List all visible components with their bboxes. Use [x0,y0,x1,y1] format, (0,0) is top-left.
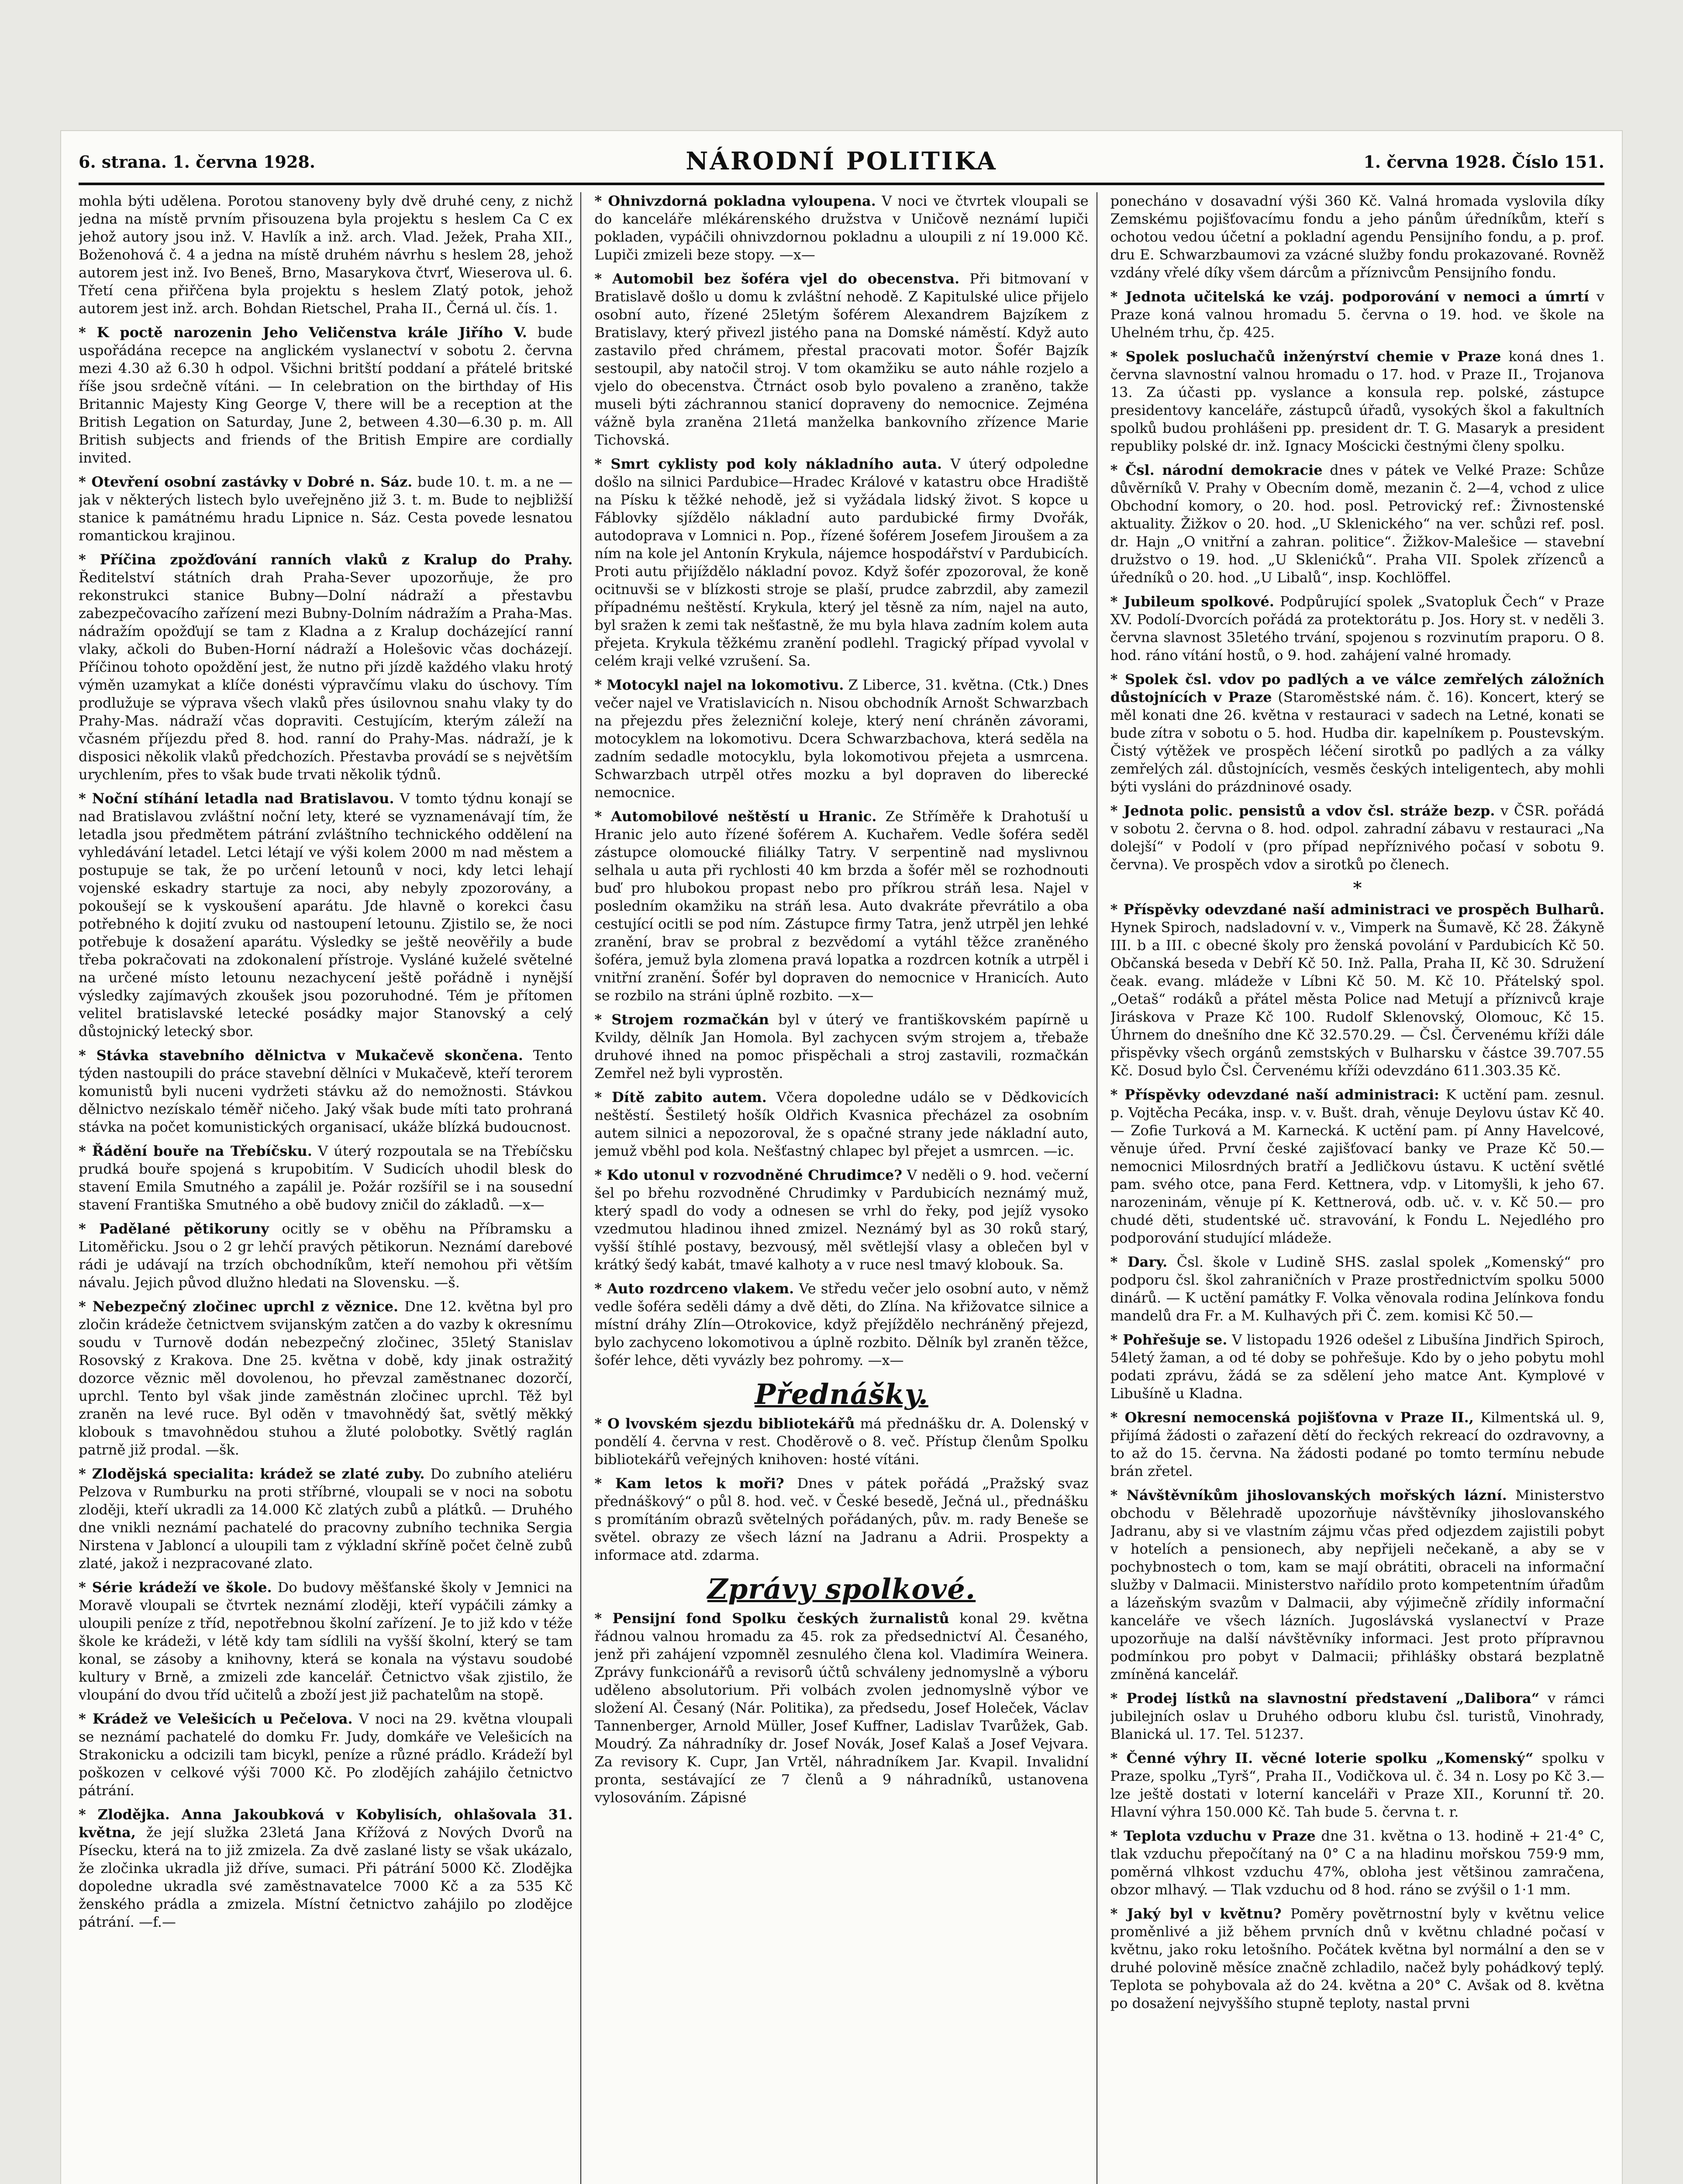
news-item-body: Ředitelství státních drah Praha-Sever upozorňuje, že pro rekonstrukci stanice Bubny—Dolní nádraží a přestavbu zabezpečovacího zařízení mezi Bubny-Dolním nádražím a Praha-Mas. nádražím opožďují se tam z Kladna a z Kralup docházející ranní vlaky, ačkoli do Buben-Horní nádraží a Holešovic včas docházejí. Příčinou tohoto opoždění jest, že nutno při jízdě každého vlaku hrotý výměn uzamykat a klíče donésti výpravčímu vlaku do úschovy. Tím prodlužuje se výprava všech vlaků přes úsilovnou snahu vlaky ty do Prahy-Mas. nádraží včas dopraviti. Cestujícím, kterým záleží na včasném příjezdu před 8. hod. ranní do Prahy-Mas. nádraží, je k disposici několik vlaků předchozích. Přestavba provádí se s největším urychlením, přes to však bude trvati několik týdnů. [79,569,573,783]
news-item-body: V neděli o 9. hod. večerní šel po břehu rozvodněné Chrudimky v Pardubicích neznámý muž, který spadl do vody a odnesen se vrhl do řeky, pod jejíž vysoko vzedmutou hladinou ihned zmizel. Neznámý byl as 30 roků starý, vyšší štíhlé postavy, bezvousý, měl světlejší vlasy a oblečen byl v krátký šedý kabát, tmavé kalhoty a v ruce nesl tmavý klobouk. Sa. [594,1167,1089,1273]
news-item-lead: * Spolek čsl. vdov po padlých a ve válce zemřelých záložních důstojnících v Praze [1110,671,1604,705]
news-item-body: bude 10. t. m. a ne — jak v některých listech bylo uveřejněno již 3. t. m. Bude to nejbližší stanice k památnému hradu Lipnice n. Sáz. Cesta povede lesnatou romantickou krajinou. [79,473,573,544]
news-item-lead: * Strojem rozmačkán [594,1011,769,1028]
news-item-lead: * Otevření osobní zastávky v Dobré n. Sáz. [79,473,413,490]
news-item-body: K uctění pam. zesnul. p. Vojtěcha Pecáka, insp. v. v. Bušt. drah, věnuje Deylovu ústav Kč 40.— Zofie Turková a M. Karnecká. K uctění pam. pí Anny Havelcové, věnuje úřed. První české zajišťovací banky ve Praze Kč 50.— nemocnici Milosrdných bratří a Jedličkovu ústavu. K uctění světlé pam. svého otce, pana Ferd. Kettnera, vdp. v Litomyšli, k jeho 67. narozeninám, věnuje pí K. Kettnerová, odb. uč. v. v. Kč 50.— pro chudé děti, studentské uč. stravování, k Fondu L. Nejedlého pro podporování studující mládeže. [1110,1086,1604,1246]
news-item-body: ocitly se v oběhu na Příbramsku a Litoměřicku. Jsou o 2 gr lehčí pravých pětikorun. Neznámí darebové rádi je udávají na trzích obchodníkům, kteří nemohou při větším návalu. Jejich původ dlužno hledati na Slovensku. —š. [79,1220,573,1291]
column-3 [1111,192,1604,2184]
news-item-body: Dne 12. května byl pro zločin krádeže četnictvem svijanským zatčen a do vazby k okresnímu soudu v Turnově dodán nebezpečný zločinec, 35letý Stanislav Rosovský z Krakova. Dne 25. května v době, kdy jinak ostražitý dozorce věznic měl dovolenou, ho převzal zaměstnanec dozorčí, uprchl. Tento byl však jinde zaměstnán zločinec uprchl. Těž byl zraněn na levé ruce. Byl oděn v tmavohnědý šat, světlý měkký klobouk s tmavohnědou stuhou a žluté polobotky. Světlý raglán patrně již prodal. —šk. [79,1298,573,1458]
news-item [79,1710,572,1800]
news-item [1111,192,1604,282]
news-item [1111,1086,1604,1247]
news-item [1111,1905,1604,2012]
page-date-left: 6. strana. 1. června 1928. [79,152,315,172]
news-item-body: že její služka 23letá Jana Křížová z Nových Dvorů na Písecku, která na to již zmizela. Za dvě zaslané listy se však ukázalo, že zločinka ukradla již dříve, sumaci. Při pátrání 5000 Kč. Zlodějka dopoledne ukradla své zaměstnavatelce 7000 Kč a za 535 Kč ženského prádla a zmizela. Místní četnictvo zahájilo po zlodějce pátrání. —f.— [79,1824,573,1930]
news-item-body: Tento týden nastoupili do práce stavební dělníci v Mukačevě, kteří terorem komunistů byli nuceni vydržeti stávku až do nemožnosti. Stávkou dělnictvo nezískalo téměř ničeho. Jaký však bude míti tato prohraná stávka na počet komunistických organisací, ukáže blízká budoucnost. [79,1047,573,1135]
news-item-lead: * Padělané pětikoruny [79,1220,269,1237]
news-item-lead: * K poctě narozenin Jeho Veličenstva krále Jiřího V. [79,324,527,341]
news-item-body: Poměry povětrnostní byly v květnu velice proměnlivé a již během prvních dnů v květnu chladné počasí v květnu, jako roku letošního. Počátek května byl normální a den se v druhé polovině měsíce značně zchladilo, načež byly pohádkový teplý. Teplota se pohybovala až do 24. května a 20° C. Avšak od 8. května po dosažení nejvyššího stupně teploty, nastal prvni [1110,1905,1604,2011]
news-item-lead: * Automobilové neštěstí u Hranic. [594,808,877,825]
news-item [594,1011,1088,1082]
news-item [594,270,1088,449]
news-item [1111,901,1604,1080]
news-item-lead: * Smrt cyklisty pod koly nákladního auta. [594,456,942,472]
news-item-lead: * Okresní nemocenská pojišťovna v Praze II., [1110,1409,1474,1426]
news-item [594,192,1088,264]
issue-number-right: 1. června 1928. Číslo 151. [1363,152,1604,172]
news-item-body: konal 29. května řádnou valnou hromadu za 45. rok za předsednictví Al. Česaného, jenž při zahájení vzpomněl zesnulého člena kol. Vladimíra Weinera. Zprávy funkcionářů a revisorů účtů schváleny jednomyslně a výboru uděleno absolutorium. Při volbách zvolen jednomyslně výbor ve složení Al. Česaný (Nár. Politika), za předsedu, Josef Holeček, Václav Tannenberger, Arnold Müller, Josef Kuffner, Ladislav Tvarůžek, Gab. Moudrý. Za náhradníky dr. Josef Novák, Josef Kalaš a Josef Vejvara. Za revisory K. Cupr, Jan Vrtěl, náhradníkem Jar. Kvapil. Invalidní pronta, sestávající ze 7 členů a 9 náhradníků, ustanovena vylosováním. Zápisné [594,1610,1089,1806]
news-item-body: V úterý odpoledne došlo na silnici Pardubice—Hradec Králové v katastru obce Hradiště na Písku k těžké nehodě, jež si vyžádala lidský život. S kopce u Fáblovky sjíždělo nákladní auto pardubické firmy Dvořák, autodoprava v Lomnici n. Pop., řízené šoférem Josefem Jiroušem a za ním na kole jel Antonín Krykula, nájemce hospodářství v Pardubicích. Proti autu přijíždělo nákladní povoz. Když šofér zpozoroval, že koně ocitnuvši se v blízkosti stroje se plaší, prudce zabrzdil, aby zamezil případnému neštěstí. Krykula, který jel těsně za ním, najel na auto, byl sražen k zemi tak nešťastně, že mu byla hlava zadním kolem auta přejeta. Krykula těžkému zranění podlehl. Tragický případ vyvolal v celém kraji velké vzrušení. Sa. [594,456,1089,669]
news-item [594,808,1088,1005]
news-item [1111,1749,1604,1821]
news-item-body: bude uspořádána recepce na anglickém vyslanectví v sobotu 2. června mezi 4.30 až 6.30 h odpol. Všichni britští poddaní a přátelé britské říše jsou srdečně vítáni. — In celebration on the birthday of His Britannic Majesty King George V, there will be a reception at the British Legation on Saturday, June 2, between 4.30—6.30 p. m. All British subjects and friends of the British Empire are cordially invited. [79,324,573,466]
news-item-lead: * Jednota učitelská ke vzáj. podporování v nemoci a úmrtí [1110,288,1589,305]
news-item-body: V úterý rozpoutala se na Třebíčsku prudká bouře spojená s krupobitím. V Sudicích uhodil blesk do stavení Emila Smutného a zapálil je. Požár rozšířil se i na sousední stavení Františka Smutného a obě budovy zničil do základů. —x— [79,1143,573,1213]
news-item-body: dnes v pátek ve Velké Praze: Schůze důvěrníků V. Prahy v Obecním domě, mezanin č. 2—4, vchod z ulice Obchodní komory, o 20. hod. posl. Petrovický ref.: Živnostenské aktuality. Žižkov o 20. hod. „U Sklenického“ na ver. schůzi ref. posl. dr. Hajn „O vnitřní a zahran. politice“. Žižkov-Malešice — stavební družstvo o 19. hod. „U Sklenićků“. Praha VII. Spolek zřízenců a úředníků o 20. hod. „U Libalů“, insp. Kochlöffel. [1110,462,1604,586]
news-item [1111,1409,1604,1480]
news-item-lead: * Kdo utonul v rozvodněné Chrudimce? [594,1167,903,1183]
news-item-body: Z Liberce, 31. května. (Ctk.) Dnes večer najel ve Vratislavicích n. Nisou obchodník Arnošt Schwarzbach na přejezdu přes železniční koleje, který není chráněn závorami, motocyklem na lokomotivu. Dcera Schwarzbachova, která seděla na zadním sedadle motocyklu, byla lokomotivou přejeta a usmrcena. Schwarzbach utrpěl otřes mozku a byl dopraven do liberecké nemocnice. [594,677,1089,801]
news-item-body: dne 31. května o 13. hodině + 21·4° C, tlak vzduchu přepočítaný na 0° C a na hladinu mořskou 759·9 mm, poměrná vlhkost vzduchu 47%, obloha jest většinou zamračena, obzor mlhavý. — Tlak vzduchu od 8 hod. ráno se zvýšil o 1·1 mm. [1110,1828,1604,1898]
news-item [79,1806,572,1931]
news-item-body: má přednášku dr. A. Dolenský v pondělí 4. června v rest. Choděrově o 8. več. Přístup členům Spolku bibliotekářů veřejných knihoven: hosté vítáni. [594,1415,1089,1468]
news-item-lead: * Dary. [1110,1254,1168,1270]
news-item [594,1089,1088,1160]
news-item [594,455,1088,670]
news-item-body: v rámci jubilejních oslav u Druhého odboru klubu čsl. turistů, Vinohrady, Blanická ul. 17. Tel. 51237. [1110,1690,1604,1742]
column-1 [79,192,581,2184]
news-item-lead: * Série krádeží ve škole. [79,1579,272,1596]
news-item-lead: * Jubileum spolkové. [1110,593,1274,610]
news-item [79,473,572,545]
news-item-lead: * Spolek posluchačů inženýrství chemie v Praze [1110,348,1501,365]
section-heading: Zprávy spolkové. [707,1573,976,1606]
news-item [1111,1827,1604,1899]
news-item-body: V noci na 29. května vloupali se neznámí pachatelé do domku Fr. Judy, domkáře ve Velešicích na Strakonicku a odcizili tam bicykl, peníze a různé prádlo. Krádeží byl poškozen v celkové výši 7000 Kč. Po zlodějích zahájilo četnictvo pátrání. [79,1711,573,1799]
news-item-lead: * Jaký byl v květnu? [1110,1905,1282,1922]
news-item-body: byl v úterý ve františkovském papírně u Kvildy, dělník Jan Homola. Byl zachycen svým strojem a, třebaže druhové ihned na pomoc přispěchali a stroj zastavili, rozmačkán Zemřel než byli vyprostěn. [594,1011,1089,1082]
news-item-lead: * Nebezpečný zločinec uprchl z věznice. [79,1298,399,1315]
news-item [1111,1690,1604,1743]
news-item-body: Ministerstvo obchodu v Bělehradě upozorňuje návštěvníky jihoslovanského Jadranu, aby si ve vlastním zájmu včas před odjezdem zajistili pobyt v hotelích a pensionech, aby nepřijeli nečekaně, a aby se v pochybnostech o tom, kam se mají obrátiti, obraceli na informační služby v Dalmacii. Ministerstvo nařídilo proto kompetentním úřadům a lázeňským svazům v Dalmacii, aby výjimečně zřídily informační kanceláře ve všech lázních. Jugoslávská vyslanectví v Praze upozorňuje na další návštěvníky informaci. Jest proto přípravnou podmínkou pro pobyt v Dalmacii; přihlášky obstará bezplatně zmíněná kancelář. [1110,1487,1604,1683]
news-item-lead: * Zlodějská specialita: krádež se zlaté zuby. [79,1465,425,1482]
news-item-lead: * Pensijní fond Spolku českých žurnalistů [594,1610,949,1627]
news-item-body: Ze Stříměře k Drahotuší u Hranic jelo auto řízené šoférem A. Kuchařem. Vedle šoféra seděl zástupce olomoucké filiálky Tatry. V serpentině nad myslivnou selhala u auta při rychlosti 40 km brzda a šofér měl se rozhodnouti buď pro hlubokou propast nebo pro příkrou stráň lesa. Najel v posledním okamžiku na stráň lesa. Auto dvakráte převrátilo a oba cestující ocitli se pod ním. Zástupce firmy Tatra, jenž utrpěl jen lehké zranění, brav se probral z bezvědomí a vytáhl těžce zraněného šoféra, jemuž byla zlomena pravá lopatka a rozdrcen kotník a utrpěl i vnitřní zranění. Šofér byl dopraven do nemocnice v Hranicích. Auto se rozbilo na stráni úplně rozbito. —x— [594,808,1089,1004]
news-item-body: (Staroměstské nám. č. 16). Koncert, který se měl konati dne 26. května v restauraci v sadech na Letné, konati se bude zítra v sobotu o 5. hod. Hudba dir. kapelníkem p. Poustevským. Čistý výtěžek ve prospěch léčení sirotků po padlých a za války zemřelých zál. důstojnících, vesměs českých inteligentech, aby mohli býti vysláni do prázdninové osady. [1110,689,1604,795]
news-item-body: V listopadu 1926 odešel z Libušína Jindřich Spiroch, 54letý žaman, a od té doby se pohřešuje. Kdo by o jeho pobytu mohl podati zprávu, žádá se za sdělení jeho matce Ant. Kymplové v Libušíně u Kladna. [1110,1331,1604,1402]
news-item-lead: * Čsl. národní demokracie [1110,462,1323,478]
news-item-body: Do zubního ateliéru Pelzova v Rumburku na proti stříbrné, vloupali se v noci na sobotu zloději, kteří ukradli za 14.000 Kč zlatých zubů a plátků. — Druhého dne vnikli neznámí pachatelé do pracovny zubního technika Sergia Nirstena v Jabloncí a uloupili tam z výkladní skříně počet čelně zubů zlaté, jakož i nezpracované zlato. [79,1465,573,1572]
news-item-lead: * O lvovském sjezdu bibliotekářů [594,1415,855,1432]
news-item [1111,288,1604,342]
news-item [1111,1253,1604,1325]
news-item-lead: * Prodej lístků na slavnostní představení „Dalibora“ [1110,1690,1540,1707]
news-item-body: Včera dopoledne událo se v Dědkovicích neštěstí. Šestiletý hošík Oldřich Kvasnica přecházel za osobním autem silnici a nepozoroval, že s opačné strany jede nákladní auto, jemuž vběhl pod kola. Nešťastný chlapec byl přejet a usmrcen. —ic. [594,1089,1089,1159]
news-item-lead: * Ohnivzdorná pokladna vyloupena. [594,193,876,209]
news-item-lead: * Jednota polic. pensistů a vdov čsl. stráže bezp. [1110,802,1495,819]
news-item [1111,593,1604,664]
article-columns [79,192,1604,2184]
news-item-body: Do budovy měšťanské školy v Jemnici na Moravě vloupali se čtvrtek neznámí zloději, kteří vypáčili zámky a uloupili peníze z tříd, nepotřebnou školní zařízení. Je to již kdo v téže škole ke krádeži, v létě kdy tam sídlili na vyšší školní, který se tam konal, se zásoby a knihovny, která se konala na výstavu soudobé kultury v Brně, a zmizeli zde kancelář. Četnictvo však zjistilo, že vloupání do dvou tříd učitelů a zboží jest již pachatelům na stopě. [79,1579,573,1703]
masthead [79,144,1604,179]
news-item-lead: * Řádění bouře na Třebíčsku. [79,1143,312,1159]
news-item-lead: * Čenné výhry II. věcné loterie spolku „Komenský“ [1110,1750,1534,1766]
news-item-body: V tomto týdnu konají se nad Bratislavou zvláštní noční lety, které se vyznamenávají tím, že letadla jsou předmětem pátrání zvláštního technického oddělení na vyhledávání letadel. Letci létají ve výši kolem 2000 m nad městem a postupuje se tak, že po určení letounů v noci, kdy letci lehají vojenské eskadry startuje za noci, aby nebyly zpozorovány, a pokoušejí se k vyskoušení aparátu. Jde hlavně o korekci času potřebného k dojití zvuku od nastoupení letounu. Zjistilo se, že noci potřebuje k dosažení aparátu. Výsledky se ještě neověřily a bude třeba pokračovati na zdokonalení přístroje. Vysláné kuželé světelné na určené místo letounu nezachycení ještě pořádně i nynější výsledky zajímavých zkoušek jsou pozoruhodné. Tém je přítomen velitel bratislavské letecké posádky major Stanovský a celý důstojnický letecký sbor. [79,790,573,1040]
news-item-body: Při bitmovaní v Bratislavě došlo u domu k zvláštní nehodě. Z Kapitulské ulice přijelo osobní auto, řízené 25letým šoférem Alexandrem Bajzíkem z Bratislavy, který přivezl jistého pana na Domské náměstí. Když auto zastavilo před chrámem, přestal pracovati motor. Šofér Bajzík sestoupil, aby natočil stroj. V tom okamžiku se auto náhle rozjelo a vjelo do obecenstva. Čtrnáct osob bylo povaleno a zraněno, takže museli býti záchrannou stanicí dopraveny do nemocnice. Zejména vážně byla zraněna 21letá manželka bankovního zřízence Marie Tichovská. [594,270,1089,448]
news-item [594,1475,1088,1564]
news-item-lead: * Teplota vzduchu v Praze [1110,1828,1316,1844]
news-item-body: koná dnes 1. června slavnostní valnou hromadu o 17. hod. v Praze II., Trojanova 13. Za účasti pp. vyslance a konsula rep. polské, zástupce presidentovy kanceláře, zástupců úřadů, vysokých škol a fakultních spolků budou prohlášeni pp. president dr. T. G. Masaryk a president republiky polské dr. inž. Ignacy Mościcki čestnými členy spolku. [1110,348,1604,454]
news-item-body: Hynek Spiroch, nadsladovní v. v., Vimperk na Šumavě, Kč 28. Žákyně III. b a III. c obecné školy pro ženská povolání v Pardubicích Kč 50. Občanská beseda v Debří Kč 50. Inž. Palla, Praha II, Kč 30. Sdružení čeak. evang. mládeže v Líbni Kč 50. M. Kč 10. Přátelský spol. „Oetaš“ rodáků a přátel města Police nad Metují a příznivců kraje Jiráskova v Praze Kč 100. Rudolf Sklenovský, Olomouc, Kč 15. Úhrnem do dnešního dne Kč 32.570.29. — Čsl. Červenému kříži dále přispěvky všech orgánů zemstských v Bulharsku v částce 39.707.55 Kč. Dosud bylo Čsl. Červenému kříži odevzdáno 611.303.35 Kč. [1110,919,1604,1079]
news-item-body: V noci ve čtvrtek vloupali se do kanceláře mlékárenského družstva v Uničově neznámí lupiči pokladen, vypáčili ohnivzdornou pokladnu a uloupili z ní 19.000 Kč. Lupiči zmizeli beze stopy. —x— [594,193,1089,263]
news-item-body: Dnes v pátek pořádá „Pražský svaz přednáškový“ o půl 8. hod. več. v České besedě, Ječná ul., přednášku s promítáním obrazů světelných pořádaných, pův. m. rady Beneše se světel. obrazy ze všech lázní na Jadranu a Adrii. Prospekty a informace atd. zdarma. [594,1475,1089,1563]
news-item [79,1142,572,1214]
news-item-body: Podpůrující spolek „Svatopluk Čech“ v Praze XV. Podolí-Dvorcích pořádá za protektorátu p. Jos. Hory st. v neděli 3. června slavnost 35letého trvání, spojenou s rozvinutím praporu. O 8. hod. ráno vítání hostů, o 9. hod. zahájení valné hromady. [1110,593,1604,663]
news-item [594,1415,1088,1469]
column-2 [594,192,1097,2184]
news-item-lead: * Zlodějka. Anna Jakoubková v Kobylisích, ohlašovala 31. května, [79,1806,573,1841]
news-item [79,324,572,467]
news-item [79,192,572,318]
news-item-lead: * Pohřešuje se. [1110,1331,1228,1348]
news-item-lead: * Stávka stavebního dělnictva v Mukačevě skončena. [79,1047,523,1064]
section-heading: Přednášky. [755,1378,928,1411]
news-item [79,1579,572,1704]
news-item-body: Kilmentská ul. 9, přijímá žádosti o zařazení dětí do řeckých rekreací do ozdravovny, a to až do 15. června. Na žádosti podané po tomto termínu nebude brán zřetel. [1110,1409,1604,1479]
news-item-body: mohla býti udělena. Porotou stanoveny byly dvě druhé ceny, z nichž jedna na místě prvním přisouzena byla projektu s heslem Ca C ex jehož autory jsou inž. V. Havlík a inž. arch. Vlad. Ježek, Praha XII., Boženohová č. 4 a jedna na místě druhém návrhu s heslem 28, jehož autorem jest inž. Ivo Beneš, Brno, Masarykova čtvrť, Wieserova ul. 6. Třetí cena přiřčena byla projektu s heslem Zlatý potok, jehož autorem jest inž. arch. Bohdan Rietschel, Praha II., Černá ul. čís. 1. [79,193,573,317]
news-item [1111,802,1604,874]
news-item-body: spolku v Praze, spolku „Tyrš“, Praha II., Vodičkova ul. č. 34 n. Losy po Kč 3.— lze ještě dostati v loterní kanceláři v Praze XII., Korunní tř. 20. Hlavní výhra 150.000 Kč. Tah bude 5. června t. r. [1110,1750,1604,1820]
news-item-lead: * Příspěvky odevzdané naší administraci: [1110,1086,1439,1103]
news-item-lead: * Auto rozdrceno vlakem. [594,1280,794,1297]
news-item-lead: * Kam letos k moři? [594,1475,784,1492]
section-separator: * [1353,878,1362,898]
news-item [79,551,572,784]
news-item-body: v Praze koná valnou hromadu 5. června o 19. hod. ve škole na Uhelném trhu, čp. 425. [1110,288,1604,341]
news-item [594,1280,1088,1369]
newspaper-page [61,131,1622,2184]
news-item-lead: * Příspěvky odevzdané naší administraci ve prospěch Bulharů. [1110,901,1604,918]
news-item-body: ponecháno v dosavadní výši 360 Kč. Valná hromada vyslovila díky Zemskému pojišťovacímu fondu a jeho pánům úředníkům, kteří s ochotou vedou účetní a pokladní agendu Pensijního fondu, a p. prof. dru E. Schwarzbaumovi za vzácné služby fondu prokazované. Rovněž vzdány vřelé díky všem dárcům a příznivcům Pensijního fondu. [1110,193,1604,281]
news-item-lead: * Motocykl najel na lokomotivu. [594,677,844,693]
masthead-rule [79,183,1604,185]
news-item [1111,1331,1604,1403]
news-item-lead: * Návštěvníkům jihoslovanských mořských lázní. [1110,1487,1507,1503]
news-item-lead: * Příčina zpožďování ranních vlaků z Kralup do Prahy. [79,551,573,568]
news-item-lead: * Automobil bez šoféra vjel do obecenstva. [594,270,960,287]
news-item [79,790,572,1040]
news-item [79,1298,572,1459]
news-item [1111,1486,1604,1683]
news-item-lead: * Dítě zabito autem. [594,1089,767,1106]
news-item-body: Ve středu večer jelo osobní auto, v němž vedle šoféra seděli dámy a dvě děti, do Zlína. Na křižovatce silnice a místní dráhy Zlín—Otrokovice, když přejíždělo nechráněný přejezd, bylo zachyceno lokomotivou a úplně rozbito. Dělník byl zraněn těžce, šofér lehce, děti vyvázly bez pohromy. —x— [594,1280,1089,1368]
newspaper-title: NÁRODNÍ POLITIKA [686,147,997,176]
news-item [594,1610,1088,1807]
news-item [79,1047,572,1136]
news-item [1111,461,1604,587]
news-item [594,1166,1088,1274]
news-item [79,1220,572,1292]
news-item [1111,348,1604,455]
news-item-lead: * Noční stíhání letadla nad Bratislavou. [79,790,394,807]
news-item-lead: * Krádež ve Velešicích u Pečelova. [79,1711,353,1727]
news-item [79,1465,572,1572]
news-item-body: Čsl. škole v Ludině SHS. zaslal spolek „Komenský“ pro podporu čsl. škol zahraničních v Praze prostřednictvím spolku 5000 dinárů. — K uctění památky F. Volka věnovala rodina Jelínkova fondu mandelů dra Fr. a M. Kulhavých při Č. zem. komisi Kč 50.— [1110,1254,1604,1324]
news-item-body: v ČSR. pořádá v sobotu 2. června o 8. hod. odpol. zahradní zábavu v restauraci „Na dolejší“ v Podolí v (pro případ nepříznivého počasí v sobotu 9. června). Ve prospěch vdov a sirotků po členech. [1110,802,1604,873]
news-item [594,676,1088,802]
news-item [1111,670,1604,796]
